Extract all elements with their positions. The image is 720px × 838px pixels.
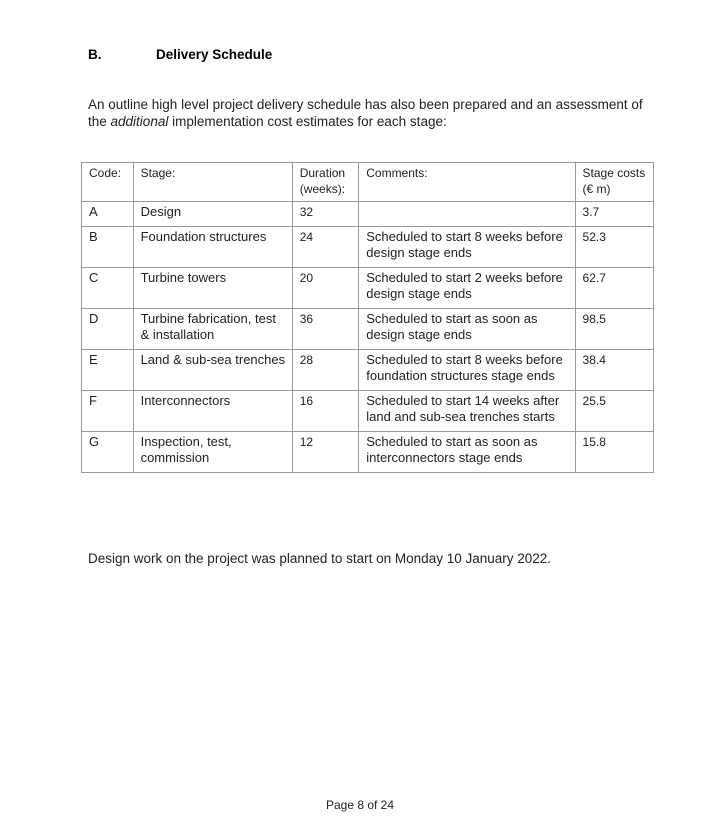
section-title: Delivery Schedule — [156, 47, 273, 62]
delivery-schedule-table — [81, 162, 654, 473]
cell-comments: Scheduled to start 14 weeks after land and sub-sea trenches starts — [359, 390, 575, 431]
cell-duration: 28 — [292, 349, 359, 390]
intro-text-end: implementation cost estimates for each stage: — [168, 114, 447, 129]
cell-stage: Inspection, test, commission — [133, 431, 292, 472]
header-code: Code: — [82, 163, 134, 202]
cell-code: A — [82, 202, 134, 227]
cell-cost: 98.5 — [575, 308, 653, 349]
cell-duration: 16 — [292, 390, 359, 431]
cell-code: G — [82, 431, 134, 472]
cell-code: C — [82, 267, 134, 308]
table-row — [82, 202, 654, 227]
cell-code: E — [82, 349, 134, 390]
cell-comments: Scheduled to start 8 weeks before foundation structures stage ends — [359, 349, 575, 390]
cell-cost: 15.8 — [575, 431, 653, 472]
cell-duration: 20 — [292, 267, 359, 308]
cell-comments: Scheduled to start as soon as interconnectors stage ends — [359, 431, 575, 472]
cell-comments: Scheduled to start 2 weeks before design stage ends — [359, 267, 575, 308]
cell-stage: Foundation structures — [133, 226, 292, 267]
table-header-row — [82, 163, 654, 202]
header-cost: Stage costs (€ m) — [575, 163, 653, 202]
cell-cost: 25.5 — [575, 390, 653, 431]
cell-duration: 12 — [292, 431, 359, 472]
cell-cost: 52.3 — [575, 226, 653, 267]
cell-comments — [359, 202, 575, 227]
cell-cost: 38.4 — [575, 349, 653, 390]
cell-stage: Turbine towers — [133, 267, 292, 308]
table-row — [82, 308, 654, 349]
cell-code: F — [82, 390, 134, 431]
cell-comments: Scheduled to start as soon as design stage ends — [359, 308, 575, 349]
cell-cost: 3.7 — [575, 202, 653, 227]
table-row — [82, 431, 654, 472]
header-stage: Stage: — [133, 163, 292, 202]
header-duration: Duration (weeks): — [292, 163, 359, 202]
page-number: Page 8 of 24 — [325, 798, 395, 812]
intro-emphasis: additional — [110, 114, 169, 129]
section-heading — [88, 47, 272, 62]
cell-duration: 24 — [292, 226, 359, 267]
section-letter: B. — [88, 47, 102, 62]
cell-stage: Interconnectors — [133, 390, 292, 431]
table-row — [82, 349, 654, 390]
cell-code: B — [82, 226, 134, 267]
intro-text-start: An outline high level project delivery schedule has also been prepared and an assessment of the — [88, 97, 643, 129]
table-row — [82, 226, 654, 267]
cell-stage: Design — [133, 202, 292, 227]
cell-comments: Scheduled to start 8 weeks before design stage ends — [359, 226, 575, 267]
cell-duration: 36 — [292, 308, 359, 349]
cell-duration: 32 — [292, 202, 359, 227]
cell-stage: Turbine fabrication, test & installation — [133, 308, 292, 349]
intro-paragraph — [88, 96, 648, 130]
table-row — [82, 267, 654, 308]
header-comments: Comments: — [359, 163, 575, 202]
cell-cost: 62.7 — [575, 267, 653, 308]
cell-code: D — [82, 308, 134, 349]
cell-stage: Land & sub-sea trenches — [133, 349, 292, 390]
table-row — [82, 390, 654, 431]
project-start-note: Design work on the project was planned to start on Monday 10 January 2022. — [88, 551, 552, 566]
